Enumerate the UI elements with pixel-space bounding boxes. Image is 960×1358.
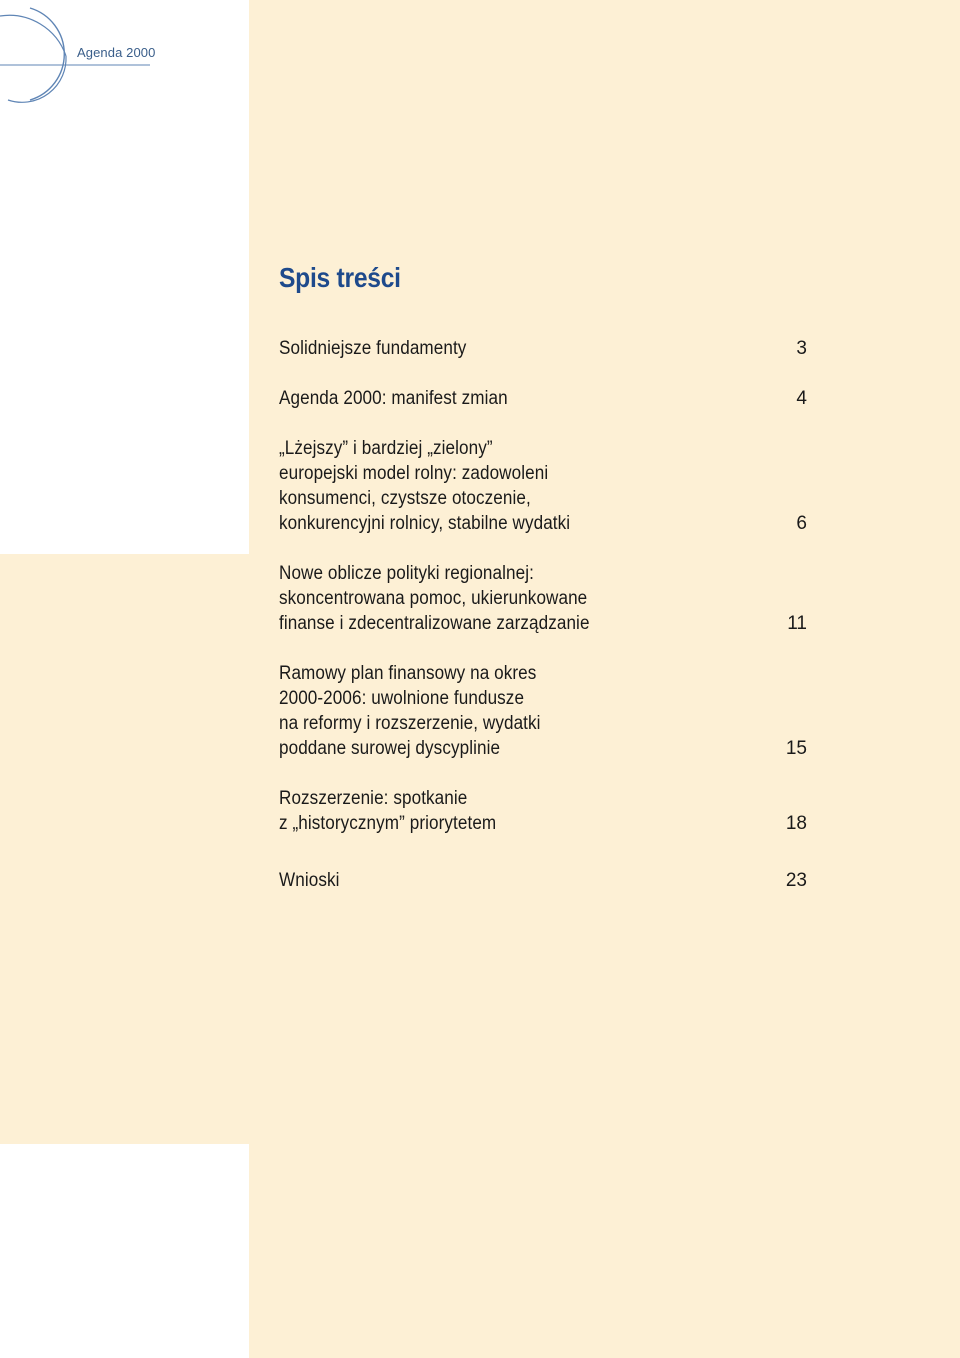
toc-entry[interactable] (279, 661, 807, 761)
toc-page-number: 18 (785, 813, 807, 834)
toc-page-number: 23 (785, 870, 807, 891)
toc-entry[interactable] (279, 386, 807, 411)
running-header: Agenda 2000 (77, 45, 156, 60)
toc-entry-text: poddane surowej dyscyplinie (279, 738, 501, 759)
table-of-contents (279, 262, 807, 893)
toc-entry-text: „Lżejszy” i bardziej „zielony” (279, 438, 493, 459)
toc-entry-text: skoncentrowana pomoc, ukierunkowane (279, 588, 588, 609)
toc-entry-text: 2000-2006: uwolnione fundusze (279, 688, 525, 709)
toc-page-number: 6 (796, 513, 807, 534)
toc-entry[interactable] (279, 786, 807, 836)
toc-page-number: 11 (787, 613, 807, 634)
toc-entry[interactable] (279, 436, 807, 536)
toc-entry[interactable] (279, 336, 807, 361)
toc-entry-text: konsumenci, czystsze otoczenie, (279, 488, 531, 509)
toc-entry-text: Wnioski (279, 870, 340, 891)
toc-entry-text: Solidniejsze fundamenty (279, 338, 467, 359)
toc-entry-text: finanse i zdecentralizowane zarządzanie (279, 613, 590, 634)
toc-page-number: 4 (796, 388, 807, 409)
toc-page-number: 15 (785, 738, 807, 759)
toc-entry-text: Agenda 2000: manifest zmian (279, 388, 508, 409)
toc-entry-text: Nowe oblicze polityki regionalnej: (279, 563, 534, 584)
toc-entry-text: Ramowy plan finansowy na okres (279, 663, 537, 684)
toc-page-number: 3 (796, 338, 807, 359)
toc-entry-text: europejski model rolny: zadowoleni (279, 463, 549, 484)
toc-title: Spis treści (279, 262, 401, 293)
toc-entry-text: z „historycznym” priorytetem (279, 813, 497, 834)
cream-band-left (0, 554, 249, 1144)
toc-entry-text: konkurencyjni rolnicy, stabilne wydatki (279, 513, 571, 534)
toc-entry[interactable] (279, 868, 807, 893)
toc-entry-text: Rozszerzenie: spotkanie (279, 788, 468, 809)
toc-entry-text: na reformy i rozszerzenie, wydatki (279, 713, 541, 734)
toc-list (279, 336, 807, 893)
toc-entry[interactable] (279, 561, 807, 636)
